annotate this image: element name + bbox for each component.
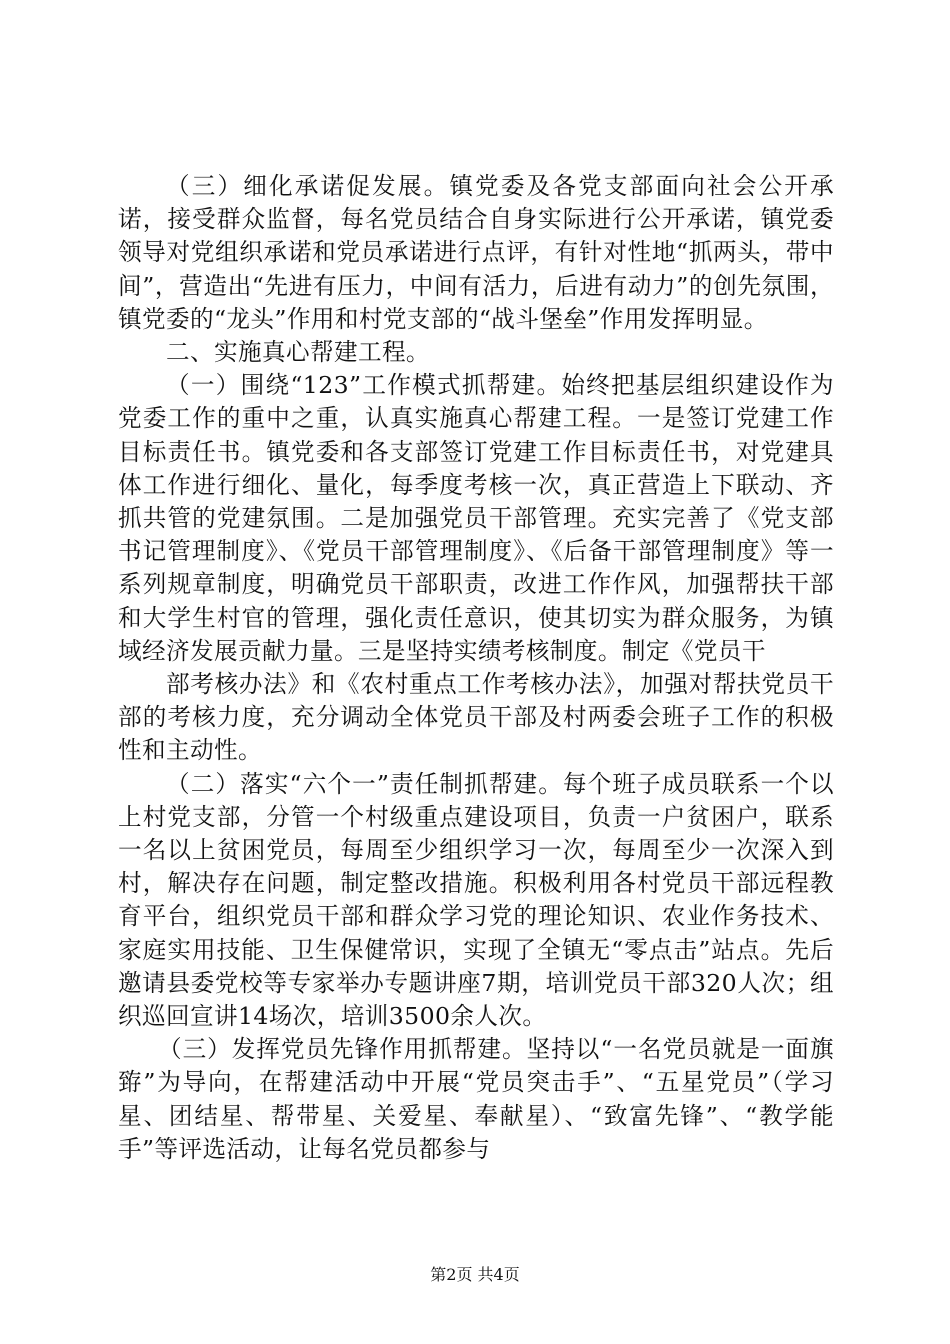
paragraph-123-model-continued: 部考核办法》和《农村重点工作考核办法》，加强对帮扶党员干部的考核力度，充分调动全体党员干部及村两委会班子工作的积极性和主动性。 xyxy=(118,670,834,765)
page-number-footer: 第2页 共4页 xyxy=(430,1265,520,1284)
document-body xyxy=(118,170,834,1166)
paragraph-vanguard: （三）发挥党员先锋作用抓帮建。坚持以“一名党员就是一面旗臶”为导向，在帮建活动中开展“党员突击手”、“五星党员”（学习星、团结星、帮带星、关爱星、奉献星）、“致富先锋”、“教学能手”等评选活动，让每名党员都参与 xyxy=(118,1035,834,1163)
paragraph-123-model: （一）围绕“123”工作模式抓帮建。始终把基层组织建设作为党委工作的重中之重，认真实施真心帮建工程。一是签订党建工作目标责任书。镇党委和各支部签订党建工作目标责任书，对党建具体工作进行细化、量化，每季度考核一次，真正营造上下联动、齐抓共管的党建氛围。二是加强党员干部管理。充实完善了《党支部书记管理制度》、《党员干部管理制度》、《后备干部管理制度》等一系列规章制度，明确党员干部职责，改进工作作风，加强帮扶干部和大学生村官的管理，强化责任意识，使其切实为群众服务，为镇域经济发展贡献力量。三是坚持实绩考核制度。制定《党员干 xyxy=(118,371,834,665)
section-heading: 二、实施真心帮建工程。 xyxy=(166,338,430,367)
paragraph-six-ones: （二）落实“六个一”责任制抓帮建。每个班子成员联系一个以上村党支部，分管一个村级重点建设项目，负责一户贫困户，联系一名以上贫困党员，每周至少组织学习一次，每周至少一次深入到村，解决存在问题，制定整改措施。积极利用各村党员干部远程教育平台，组织党员干部和群众学习党的理论知识、农业作务技术、家庭实用技能、卫生保健常识，实现了全镇无“零点击”站点。先后邀请县委党校等专家举办专题讲座7期，培训党员干部320人次；组织巡回宣讲14场次，培训3500余人次。 xyxy=(118,769,834,1031)
paragraph-commitment: （三）细化承诺促发展。镇党委及各党支部面向社会公开承诺，接受群众监督，每名党员结合自身实际进行公开承诺，镇党委领导对党组织承诺和党员承诺进行点评，有针对性地“抓两头，带中间”，营造出“先进有压力，中间有活力，后进有动力”的创先氛围，镇党委的“龙头”作用和村党支部的“战斗堡垒”作用发挥明显。 xyxy=(118,172,834,333)
